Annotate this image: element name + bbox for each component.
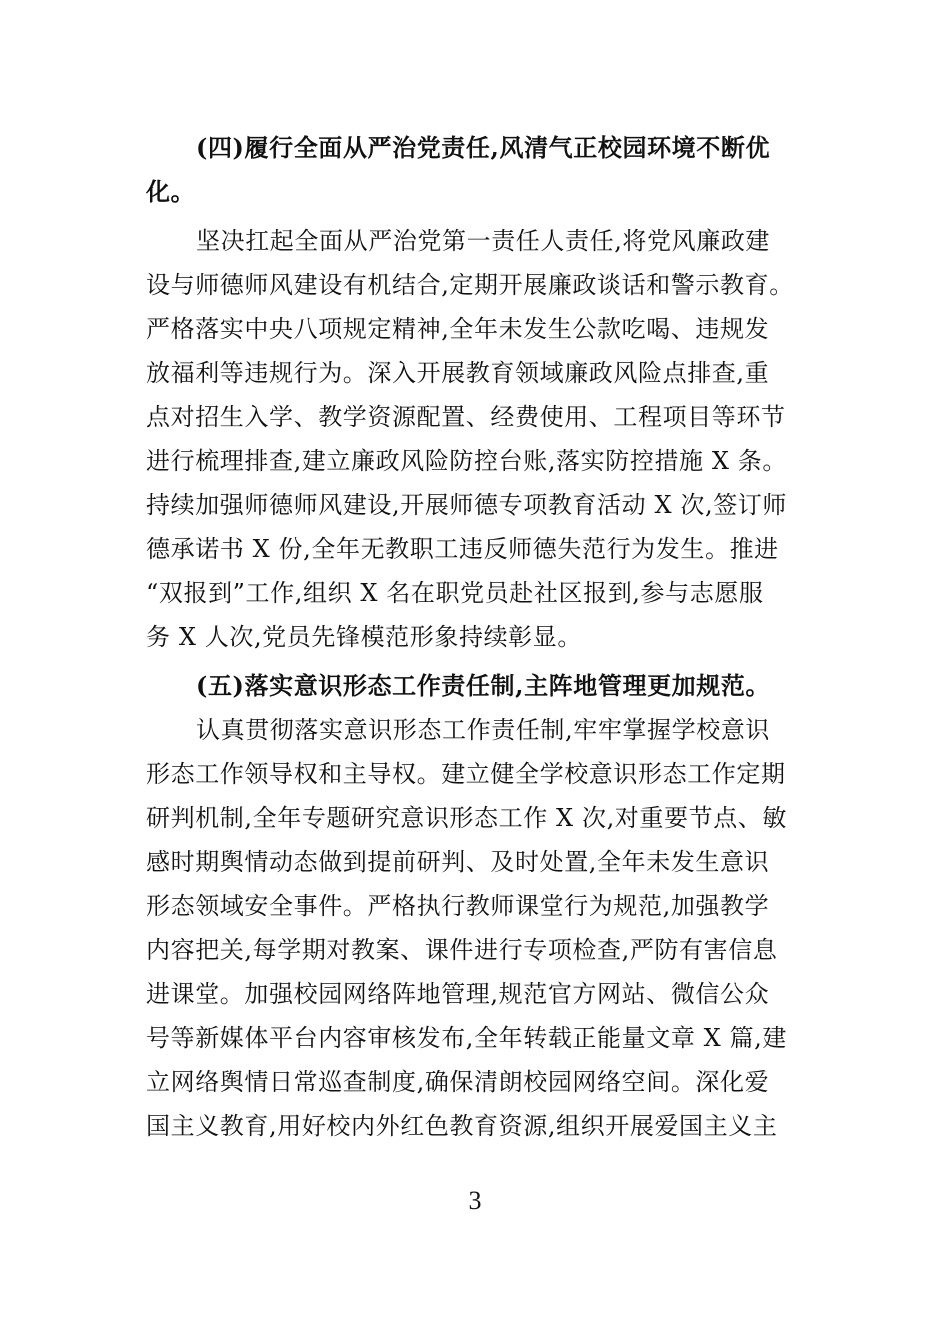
section4-body-line-7: 持续加强师德师风建设,开展师德专项教育活动 X 次,签订师 [146,491,787,519]
section4-body-line-9: “双报到”工作,组织 X 名在职党员赴社区报到,参与志愿服 [146,579,764,607]
section4-body-line-2: 设与师德师风建设有机结合,定期开展廉政谈话和警示教育。 [146,271,794,299]
section5-body-line-6: 内容把关,每学期对教案、课件进行专项检查,严防有害信息 [146,936,778,964]
section4-body-line-6: 进行梳理排查,建立廉政风险防控台账,落实防控措施 X 条。 [146,447,787,475]
section4-heading-line-2: 化。 [146,177,196,206]
section5-body-line-3: 研判机制,全年专题研究意识形态工作 X 次,对重要节点、敏 [146,804,787,832]
section5-body-line-7: 进课堂。加强校园网络阵地管理,规范官方网站、微信公众 [146,980,770,1008]
section4-body-line-4: 放福利等违规行为。深入开展教育领域廉政风险点排查,重 [146,359,770,387]
section5-body-line-9: 立网络舆情日常巡查制度,确保清朗校园网络空间。深化爱 [146,1068,770,1096]
section5-heading: (五)落实意识形态工作责任制,主阵地管理更加规范。 [196,671,771,700]
section4-body-line-5: 点对招生入学、教学资源配置、经费使用、工程项目等环节 [146,403,786,431]
section5-body-line-1: 认真贯彻落实意识形态工作责任制,牢牢掌握学校意识 [196,716,771,744]
section5-body-line-5: 形态领域安全事件。严格执行教师课堂行为规范,加强教学 [146,892,770,920]
section4-heading-line-1: (四)履行全面从严治党责任,风清气正校园环境不断优 [196,133,771,162]
section4-body-line-8: 德承诺书 X 份,全年无教职工违反师德失范行为发生。推进 [146,535,779,563]
section4-body-line-10: 务 X 人次,党员先锋模范形象持续彰显。 [146,623,582,651]
section5-body-line-2: 形态工作领导权和主导权。建立健全学校意识形态工作定期 [146,760,786,788]
section5-body-line-8: 号等新媒体平台内容审核发布,全年转载正能量文章 X 篇,建 [146,1024,787,1052]
page-number: 3 [468,1186,482,1215]
section4-body-line-1: 坚决扛起全面从严治党第一责任人责任,将党风廉政建 [196,227,771,255]
section4-body-line-3: 严格落实中央八项规定精神,全年未发生公款吃喝、违规发 [146,315,770,343]
section5-body-line-4: 感时期舆情动态做到提前研判、及时处置,全年未发生意识 [146,848,770,876]
section5-body-line-10: 国主义教育,用好校内外红色教育资源,组织开展爱国主义主 [146,1112,778,1140]
